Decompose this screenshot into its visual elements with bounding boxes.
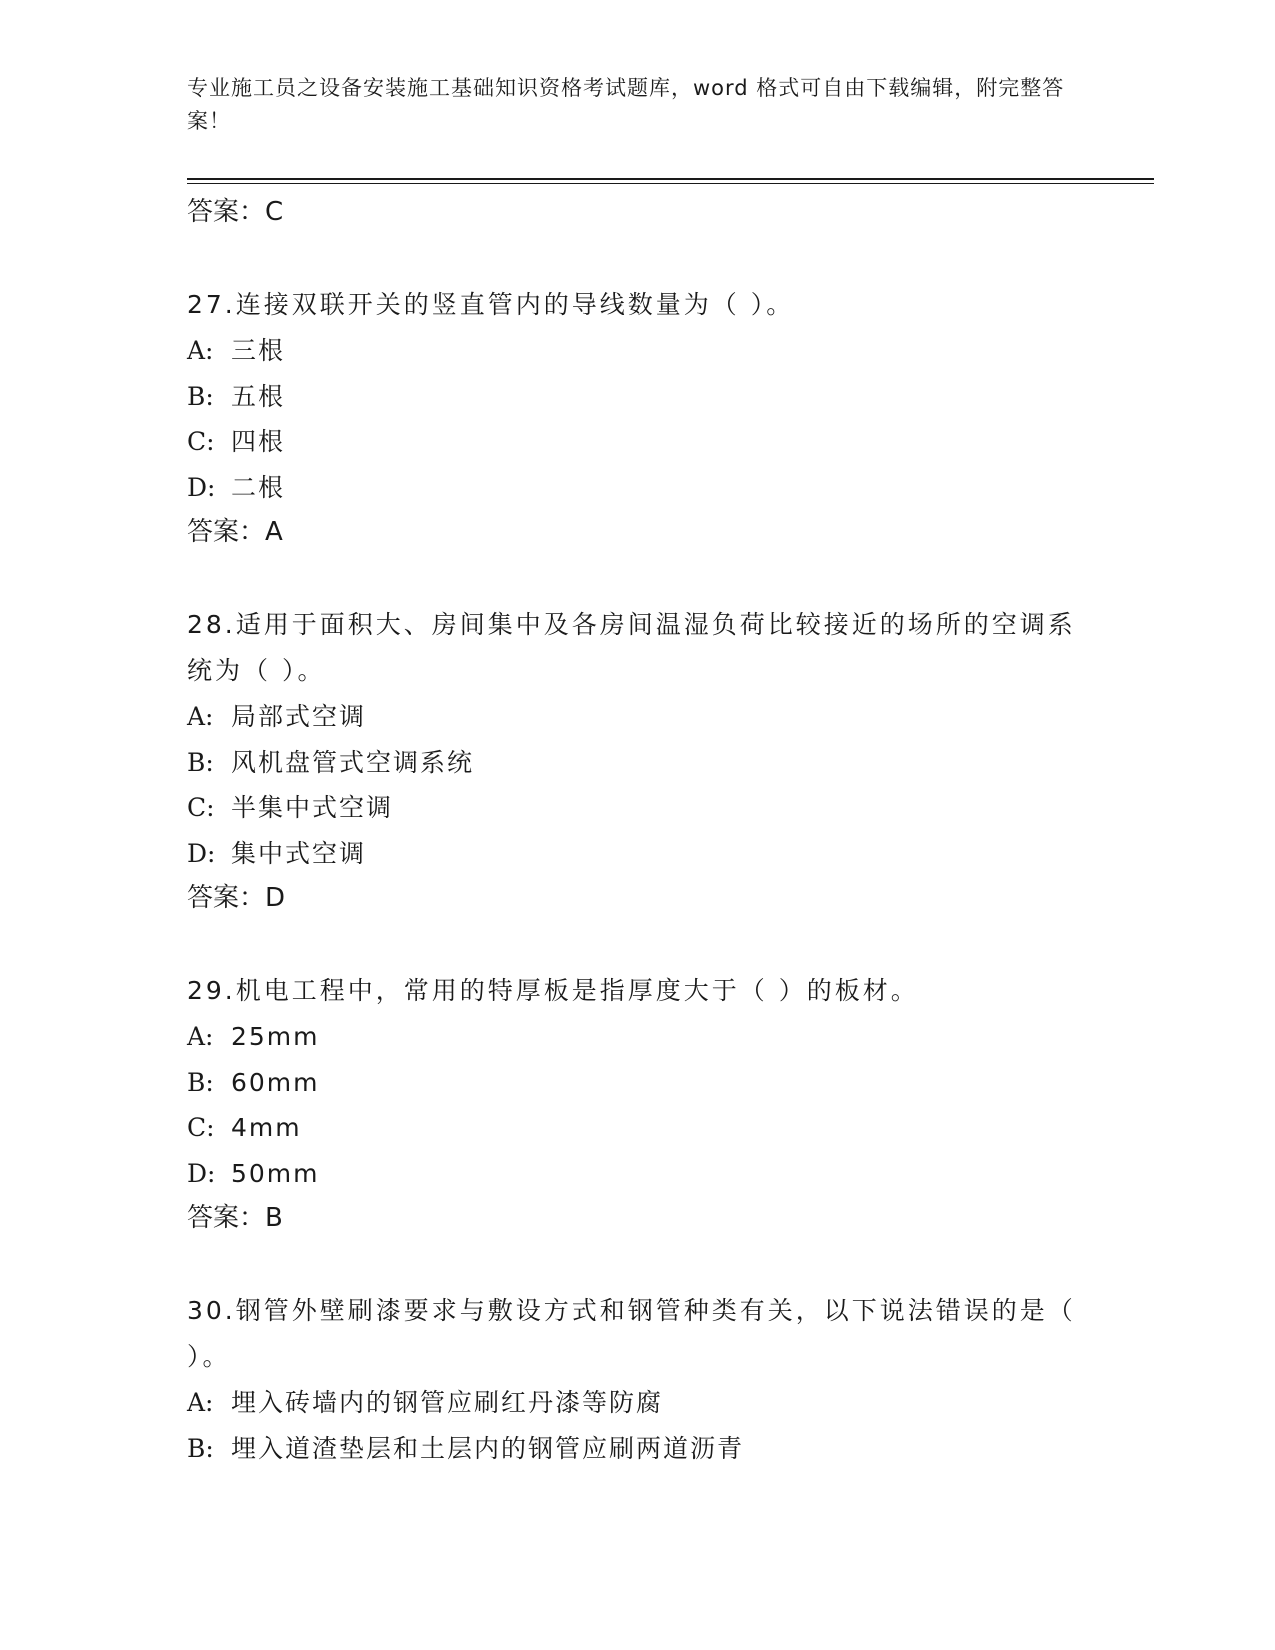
option-text: 集中式空调 — [231, 838, 367, 868]
answer: 答案：B — [187, 1203, 283, 1233]
option-letter: A: — [187, 1022, 214, 1051]
option-text: 局部式空调 — [231, 702, 367, 731]
option-c — [187, 785, 1087, 831]
option-letter: D: — [187, 1158, 216, 1188]
option-text: 50mm — [231, 1158, 320, 1188]
option-d — [187, 831, 1087, 877]
option-letter: B: — [187, 1433, 214, 1463]
option-letter: C: — [187, 427, 215, 456]
question-stem: 29.机电工程中，常用的特厚板是指厚度大于（ ）的板材。 — [187, 976, 919, 1005]
option-text: 半集中式空调 — [231, 793, 394, 822]
option-letter: D: — [187, 838, 216, 868]
option-text: 埋入砖墙内的钢管应刷红丹漆等防腐 — [231, 1388, 664, 1417]
option-text: 三根 — [231, 336, 286, 365]
option-letter: D: — [187, 472, 216, 502]
option-text: 四根 — [231, 427, 286, 456]
option-letter: A: — [187, 702, 214, 731]
option-b — [187, 1060, 1087, 1106]
option-letter: B: — [187, 381, 214, 411]
spacer — [187, 554, 1087, 602]
option-text: 60mm — [231, 1067, 320, 1097]
option-letter: A: — [187, 1388, 214, 1417]
question-29 — [187, 968, 1087, 1240]
option-text: 埋入道渣垫层和土层内的钢管应刷两道沥青 — [231, 1433, 745, 1463]
page-header: 专业施工员之设备安装施工基础知识资格考试题库，word 格式可自由下载编辑，附完整答案！ — [187, 76, 1065, 133]
option-b — [187, 1426, 1087, 1472]
option-c — [187, 419, 1087, 465]
option-a — [187, 694, 1087, 740]
question-list — [187, 190, 1087, 1471]
question-stem: 27.连接双联开关的竖直管内的导线数量为（ ）。 — [187, 290, 795, 319]
option-text: 25mm — [231, 1022, 320, 1051]
option-c — [187, 1105, 1087, 1151]
option-b — [187, 740, 1087, 786]
question-28 — [187, 602, 1087, 920]
question-stem: 30.钢管外壁刷漆要求与敷设方式和钢管种类有关，以下说法错误的是（ ）。 — [187, 1296, 1076, 1371]
option-letter: C: — [187, 1113, 215, 1142]
answer: 答案：D — [187, 883, 286, 913]
option-b — [187, 374, 1087, 420]
option-text: 4mm — [231, 1113, 302, 1142]
header-rule-thin — [187, 183, 1154, 184]
option-d — [187, 1151, 1087, 1197]
option-a — [187, 1014, 1087, 1060]
option-letter: C: — [187, 793, 215, 822]
question-30 — [187, 1288, 1087, 1471]
answer: 答案：A — [187, 517, 283, 547]
question-stem: 28.适用于面积大、房间集中及各房间温湿负荷比较接近的场所的空调系统为（ ）。 — [187, 610, 1076, 685]
option-text: 二根 — [231, 472, 286, 502]
option-letter: A: — [187, 336, 214, 365]
option-letter: B: — [187, 747, 214, 777]
answer-prev: 答案：C — [187, 197, 284, 227]
header-rule-thick — [187, 178, 1154, 180]
spacer — [187, 234, 1087, 282]
option-text: 五根 — [231, 381, 286, 411]
option-text: 风机盘管式空调系统 — [231, 747, 475, 777]
question-27 — [187, 282, 1087, 554]
option-a — [187, 328, 1087, 374]
option-letter: B: — [187, 1067, 214, 1097]
spacer — [187, 1240, 1087, 1288]
option-d — [187, 465, 1087, 511]
option-a — [187, 1380, 1087, 1426]
spacer — [187, 920, 1087, 968]
